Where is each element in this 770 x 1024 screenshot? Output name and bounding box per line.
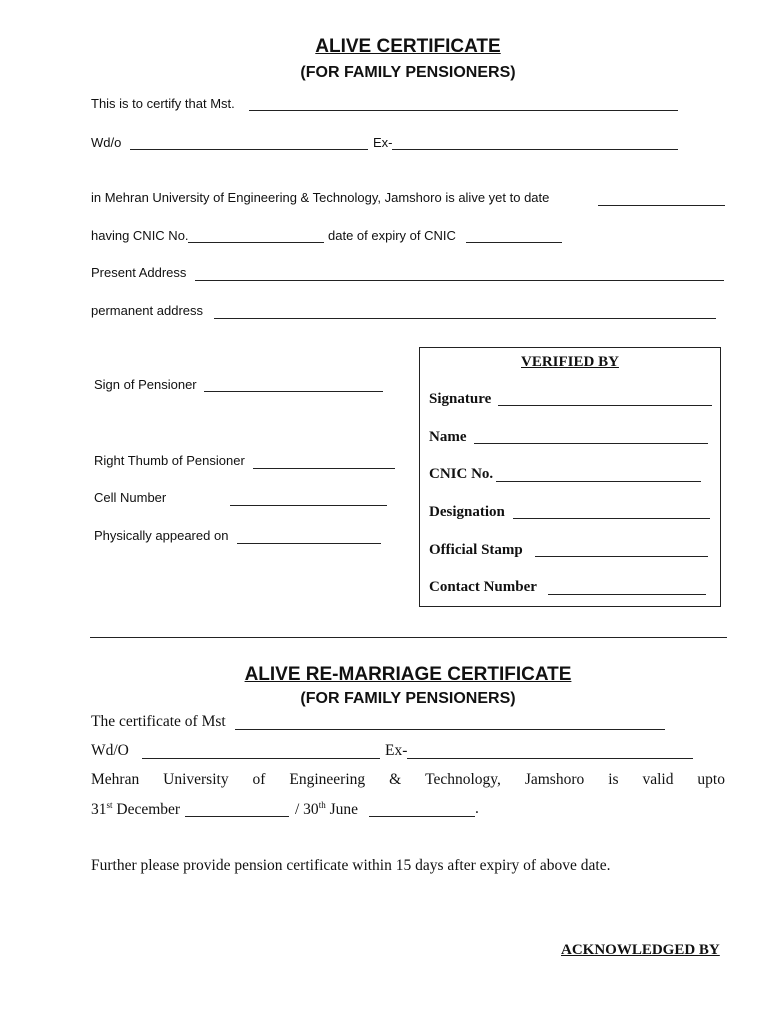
valid-word: University <box>163 771 229 788</box>
thumb-field[interactable] <box>253 468 395 469</box>
verified-heading: VERIFIED BY <box>521 354 619 370</box>
verify-contact-field[interactable] <box>548 594 706 595</box>
june-suffix: th <box>318 800 326 810</box>
mst-name-field[interactable] <box>249 110 678 111</box>
permanent-address-label: permanent address <box>91 303 204 318</box>
appeared-label: Physically appeared on <box>94 528 229 543</box>
june-word: June <box>325 801 358 819</box>
cnic-expiry-label: date of expiry of CNIC <box>328 228 456 243</box>
valid-word: is <box>608 771 619 788</box>
verify-signature-label: Signature <box>429 391 492 407</box>
cell-field[interactable] <box>230 505 387 506</box>
valid-word: valid <box>642 771 674 788</box>
wdo-field[interactable] <box>130 149 368 150</box>
valid-word: & <box>389 771 402 788</box>
june-label <box>295 800 358 819</box>
december-suffix: st <box>106 800 113 810</box>
sign-field[interactable] <box>204 391 383 392</box>
remarriage-subtitle: (FOR FAMILY PENSIONERS) <box>300 690 516 707</box>
cnic-label: having CNIC No. <box>91 228 189 243</box>
remarriage-mst-field[interactable] <box>235 729 665 730</box>
june-prefix: / 30 <box>295 801 319 819</box>
sign-label: Sign of Pensioner <box>94 377 197 392</box>
remarriage-wdo-label: Wd/O <box>91 742 129 759</box>
cell-label: Cell Number <box>94 490 167 505</box>
verify-cnic-field[interactable] <box>496 481 701 482</box>
verify-cnic-label: CNIC No. <box>429 466 494 482</box>
valid-word: Technology, <box>425 771 501 788</box>
valid-word: of <box>252 771 266 788</box>
valid-word: Engineering <box>289 771 366 788</box>
thumb-label: Right Thumb of Pensioner <box>94 453 245 468</box>
certificate-of-label: The certificate of Mst <box>91 713 226 730</box>
section-divider <box>90 637 727 638</box>
ex-field[interactable] <box>392 149 678 150</box>
valid-word: upto <box>697 771 725 788</box>
verify-name-field[interactable] <box>474 443 708 444</box>
december-day: 31 <box>91 801 107 819</box>
december-word: December <box>112 801 181 819</box>
valid-word: Mehran <box>91 771 140 788</box>
remarriage-wdo-field[interactable] <box>142 758 380 759</box>
remarriage-ex-field[interactable] <box>407 758 693 759</box>
valid-upto-line <box>91 771 725 789</box>
alive-date-field[interactable] <box>598 205 725 206</box>
december-label <box>91 800 180 819</box>
june-period: . <box>475 800 479 817</box>
verify-signature-field[interactable] <box>498 405 712 406</box>
december-field[interactable] <box>185 816 289 817</box>
cnic-field[interactable] <box>188 242 324 243</box>
permanent-address-field[interactable] <box>214 318 716 319</box>
wdo-label: Wd/o <box>91 135 122 150</box>
cnic-expiry-field[interactable] <box>466 242 562 243</box>
remarriage-ex-label: Ex- <box>385 742 408 759</box>
further-note: Further please provide pension certificate within 15 days after expiry of above date. <box>91 857 611 874</box>
certify-label: This is to certify that Mst. <box>91 96 235 111</box>
june-field[interactable] <box>369 816 475 817</box>
acknowledged-by: ACKNOWLEDGED BY <box>561 942 720 958</box>
verify-contact-label: Contact Number <box>429 579 537 595</box>
verify-designation-field[interactable] <box>513 518 710 519</box>
verify-name-label: Name <box>429 429 467 445</box>
verify-designation-label: Designation <box>429 504 505 520</box>
appeared-field[interactable] <box>237 543 381 544</box>
page-subtitle: (FOR FAMILY PENSIONERS) <box>300 64 516 81</box>
ex-label: Ex- <box>373 135 393 150</box>
valid-word: Jamshoro <box>524 771 585 788</box>
university-text: in Mehran University of Engineering & Technology, Jamshoro is alive yet to date <box>91 190 550 205</box>
verify-stamp-field[interactable] <box>535 556 708 557</box>
present-address-label: Present Address <box>91 265 187 280</box>
present-address-field[interactable] <box>195 280 724 281</box>
remarriage-title: ALIVE RE-MARRIAGE CERTIFICATE <box>244 664 572 685</box>
verify-stamp-label: Official Stamp <box>429 542 523 558</box>
page-title: ALIVE CERTIFICATE <box>315 36 501 57</box>
